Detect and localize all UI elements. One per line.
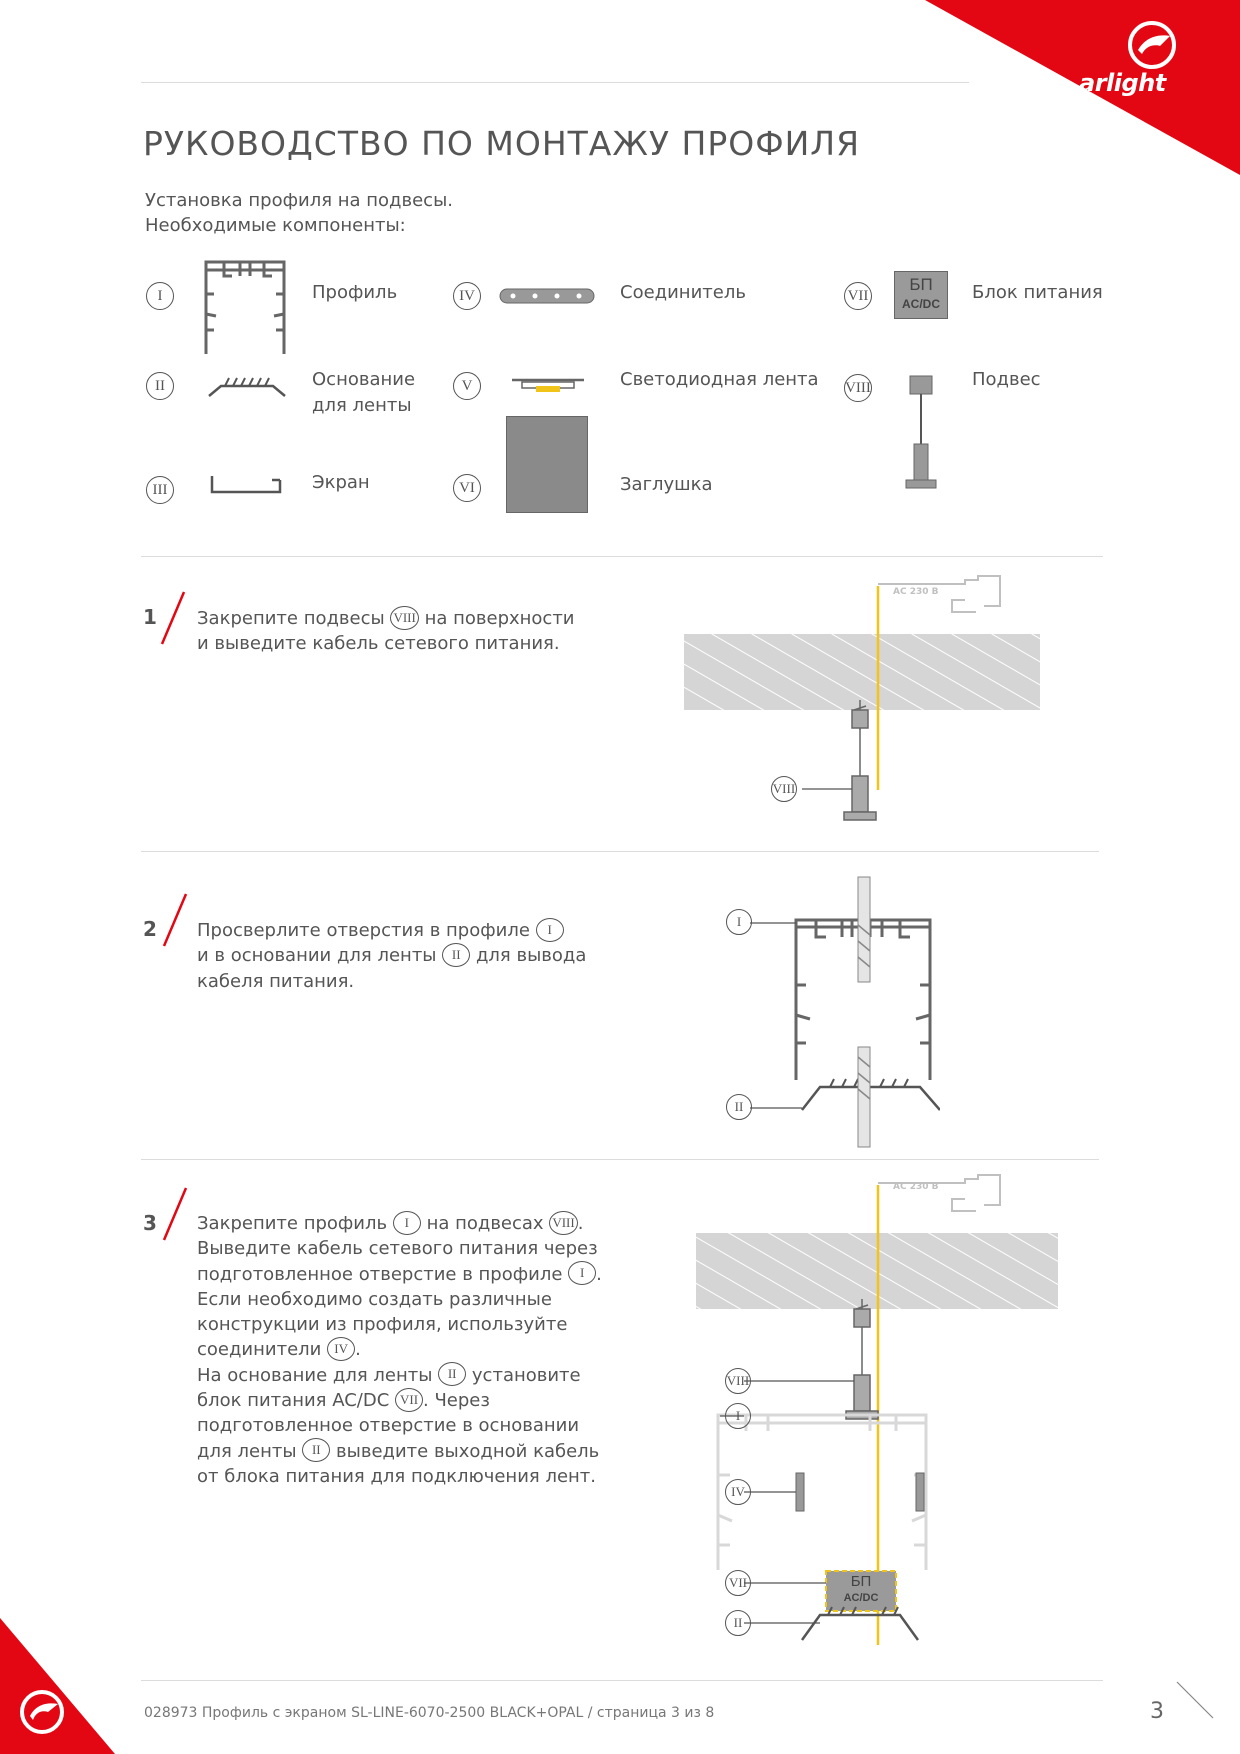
step-2-text-b: и в основании для ленты	[197, 945, 437, 967]
step-3-label-viii: VIII	[725, 1368, 751, 1394]
component-label-strip-base	[312, 367, 415, 419]
step-3-ref-vii: VII	[395, 1388, 423, 1412]
t: На основание для ленты	[197, 1364, 433, 1386]
step-3-slash	[160, 1186, 190, 1242]
step-3-psu-line-2: AC/DC	[843, 1592, 879, 1604]
t: соединители	[197, 1339, 322, 1361]
t: .	[355, 1339, 361, 1361]
component-label-hanger: Подвес	[972, 369, 1041, 390]
component-num-iv: IV	[453, 282, 481, 310]
subtitle-line-2: Необходимые компоненты:	[145, 215, 406, 236]
subtitle-line-1: Установка профиля на подвесы.	[145, 190, 454, 211]
step-2-diagram	[720, 875, 940, 1150]
diffuser-icon	[208, 474, 284, 496]
step-3-line-10	[197, 1439, 657, 1464]
step-2-text-c: для вывода	[475, 945, 587, 967]
brand-corner-bottom	[0, 1600, 130, 1754]
psu-icon-line-2: AC/DC	[902, 297, 940, 311]
t: блок питания AC/DC	[197, 1390, 390, 1412]
step-3-text	[197, 1211, 657, 1489]
component-num-vi: VI	[453, 474, 481, 502]
section-divider-3	[141, 1159, 1099, 1160]
footer-divider	[141, 1680, 1103, 1681]
step-3-line-8	[197, 1388, 657, 1413]
step-3-line-4: Если необходимо создать различные	[197, 1288, 552, 1310]
step-3-psu	[826, 1571, 896, 1611]
subtitle	[145, 188, 453, 238]
component-label-end-cap: Заглушка	[620, 474, 713, 495]
hanger-icon	[904, 374, 938, 492]
step-3-label-vii: VII	[725, 1570, 751, 1596]
step-3-label-i: I	[725, 1403, 751, 1429]
strip-base-label-line-2: для ленты	[312, 395, 412, 416]
step-2-label-ii: II	[726, 1094, 752, 1120]
strip-base-label-line-1: Основание	[312, 369, 416, 390]
step-1-diagram	[680, 570, 1060, 825]
page-number-slash	[1175, 1680, 1215, 1720]
step-2-ref-ii: II	[442, 943, 470, 967]
t: подготовленное отверстие в профиле	[197, 1263, 563, 1285]
step-2-text-a: Просверлите отверстия в профиле	[197, 920, 530, 941]
led-strip-icon	[510, 376, 586, 396]
step-3-line-6	[197, 1337, 657, 1362]
brand-logo: arlight	[1079, 69, 1166, 97]
step-2-slash	[160, 892, 190, 948]
step-3-ref-ii: II	[438, 1362, 466, 1386]
step-3-ref-i: I	[393, 1211, 421, 1235]
psu-icon-line-1: БП	[909, 275, 933, 294]
psu-icon	[894, 271, 948, 319]
step-3-line-11: от блока питания для подключения лент.	[197, 1465, 596, 1487]
step-3-line-5: конструкции из профиля, используйте	[197, 1314, 568, 1336]
component-num-i: I	[146, 282, 174, 310]
step-2-ref-i: I	[536, 918, 564, 942]
step-3-line-1	[197, 1211, 657, 1236]
step-1-slash	[158, 590, 188, 646]
step-1-text-c: и выведите кабель сетевого питания.	[197, 633, 560, 655]
step-3-line-3	[197, 1262, 657, 1287]
component-num-vii: VII	[844, 282, 872, 310]
component-num-iii: III	[146, 476, 174, 504]
end-cap-icon	[506, 416, 588, 513]
t: .	[577, 1213, 584, 1234]
profile-icon	[202, 258, 288, 356]
strip-base-icon	[207, 374, 287, 400]
step-3-ref-ii-2: II	[302, 1438, 330, 1462]
page-number: 3	[1150, 1699, 1164, 1724]
step-1-number: 1	[143, 605, 157, 629]
step-1-ref-viii: VIII	[390, 606, 418, 630]
footer-text: 028973 Профиль с экраном SL-LINE-6070-2500 BLACK+OPAL / страница 3 из 8	[144, 1705, 715, 1721]
step-3-label-iv: IV	[725, 1479, 751, 1505]
component-label-diffuser: Экран	[312, 472, 370, 493]
t: . Через	[423, 1390, 490, 1412]
component-num-viii: VIII	[844, 374, 872, 402]
connector-icon	[499, 288, 595, 304]
page-title: РУКОВОДСТВО ПО МОНТАЖУ ПРОФИЛЯ	[143, 124, 861, 163]
step-3-ref-viii: VIII	[549, 1211, 577, 1235]
t: для ленты	[197, 1440, 297, 1462]
step-2-text	[197, 918, 647, 994]
section-divider-2	[141, 851, 1099, 852]
top-divider	[141, 82, 969, 83]
step-3-label-ii: II	[725, 1610, 751, 1636]
step-3-line-2: Выведите кабель сетевого питания через	[197, 1238, 598, 1260]
step-2-text-d: кабеля питания.	[197, 970, 355, 992]
component-num-ii: II	[146, 372, 174, 400]
section-divider-1	[141, 556, 1103, 557]
t: установите	[471, 1364, 581, 1386]
step-3-ref-i-2: I	[568, 1261, 596, 1285]
component-label-psu: Блок питания	[972, 282, 1103, 303]
ac-label-1: AC 230 В	[893, 587, 939, 597]
step-3-line-9: подготовленное отверстие в основании	[197, 1415, 580, 1437]
step-2-number: 2	[143, 917, 157, 941]
component-num-v: V	[453, 372, 481, 400]
t: .	[596, 1263, 602, 1285]
component-label-led-strip: Светодиодная лента	[620, 369, 819, 390]
t: выведите выходной кабель	[336, 1440, 600, 1462]
step-3-number: 3	[143, 1211, 157, 1235]
step-1-text	[197, 606, 647, 657]
component-label-profile: Профиль	[312, 282, 398, 303]
component-label-connector: Соединитель	[620, 282, 746, 303]
step-1-label-viii: VIII	[771, 776, 797, 802]
step-2-label-i: I	[726, 909, 752, 935]
t: Закрепите профиль	[197, 1213, 388, 1234]
step-3-ref-iv: IV	[327, 1337, 355, 1361]
ac-label-2: AC 230 В	[893, 1182, 939, 1192]
step-1-text-a: Закрепите подвесы	[197, 608, 385, 629]
step-1-text-b: на поверхности	[424, 608, 575, 629]
step-3-line-7	[197, 1363, 657, 1388]
step-3-psu-line-1: БП	[850, 1573, 872, 1590]
t: на подвесах	[426, 1213, 544, 1234]
